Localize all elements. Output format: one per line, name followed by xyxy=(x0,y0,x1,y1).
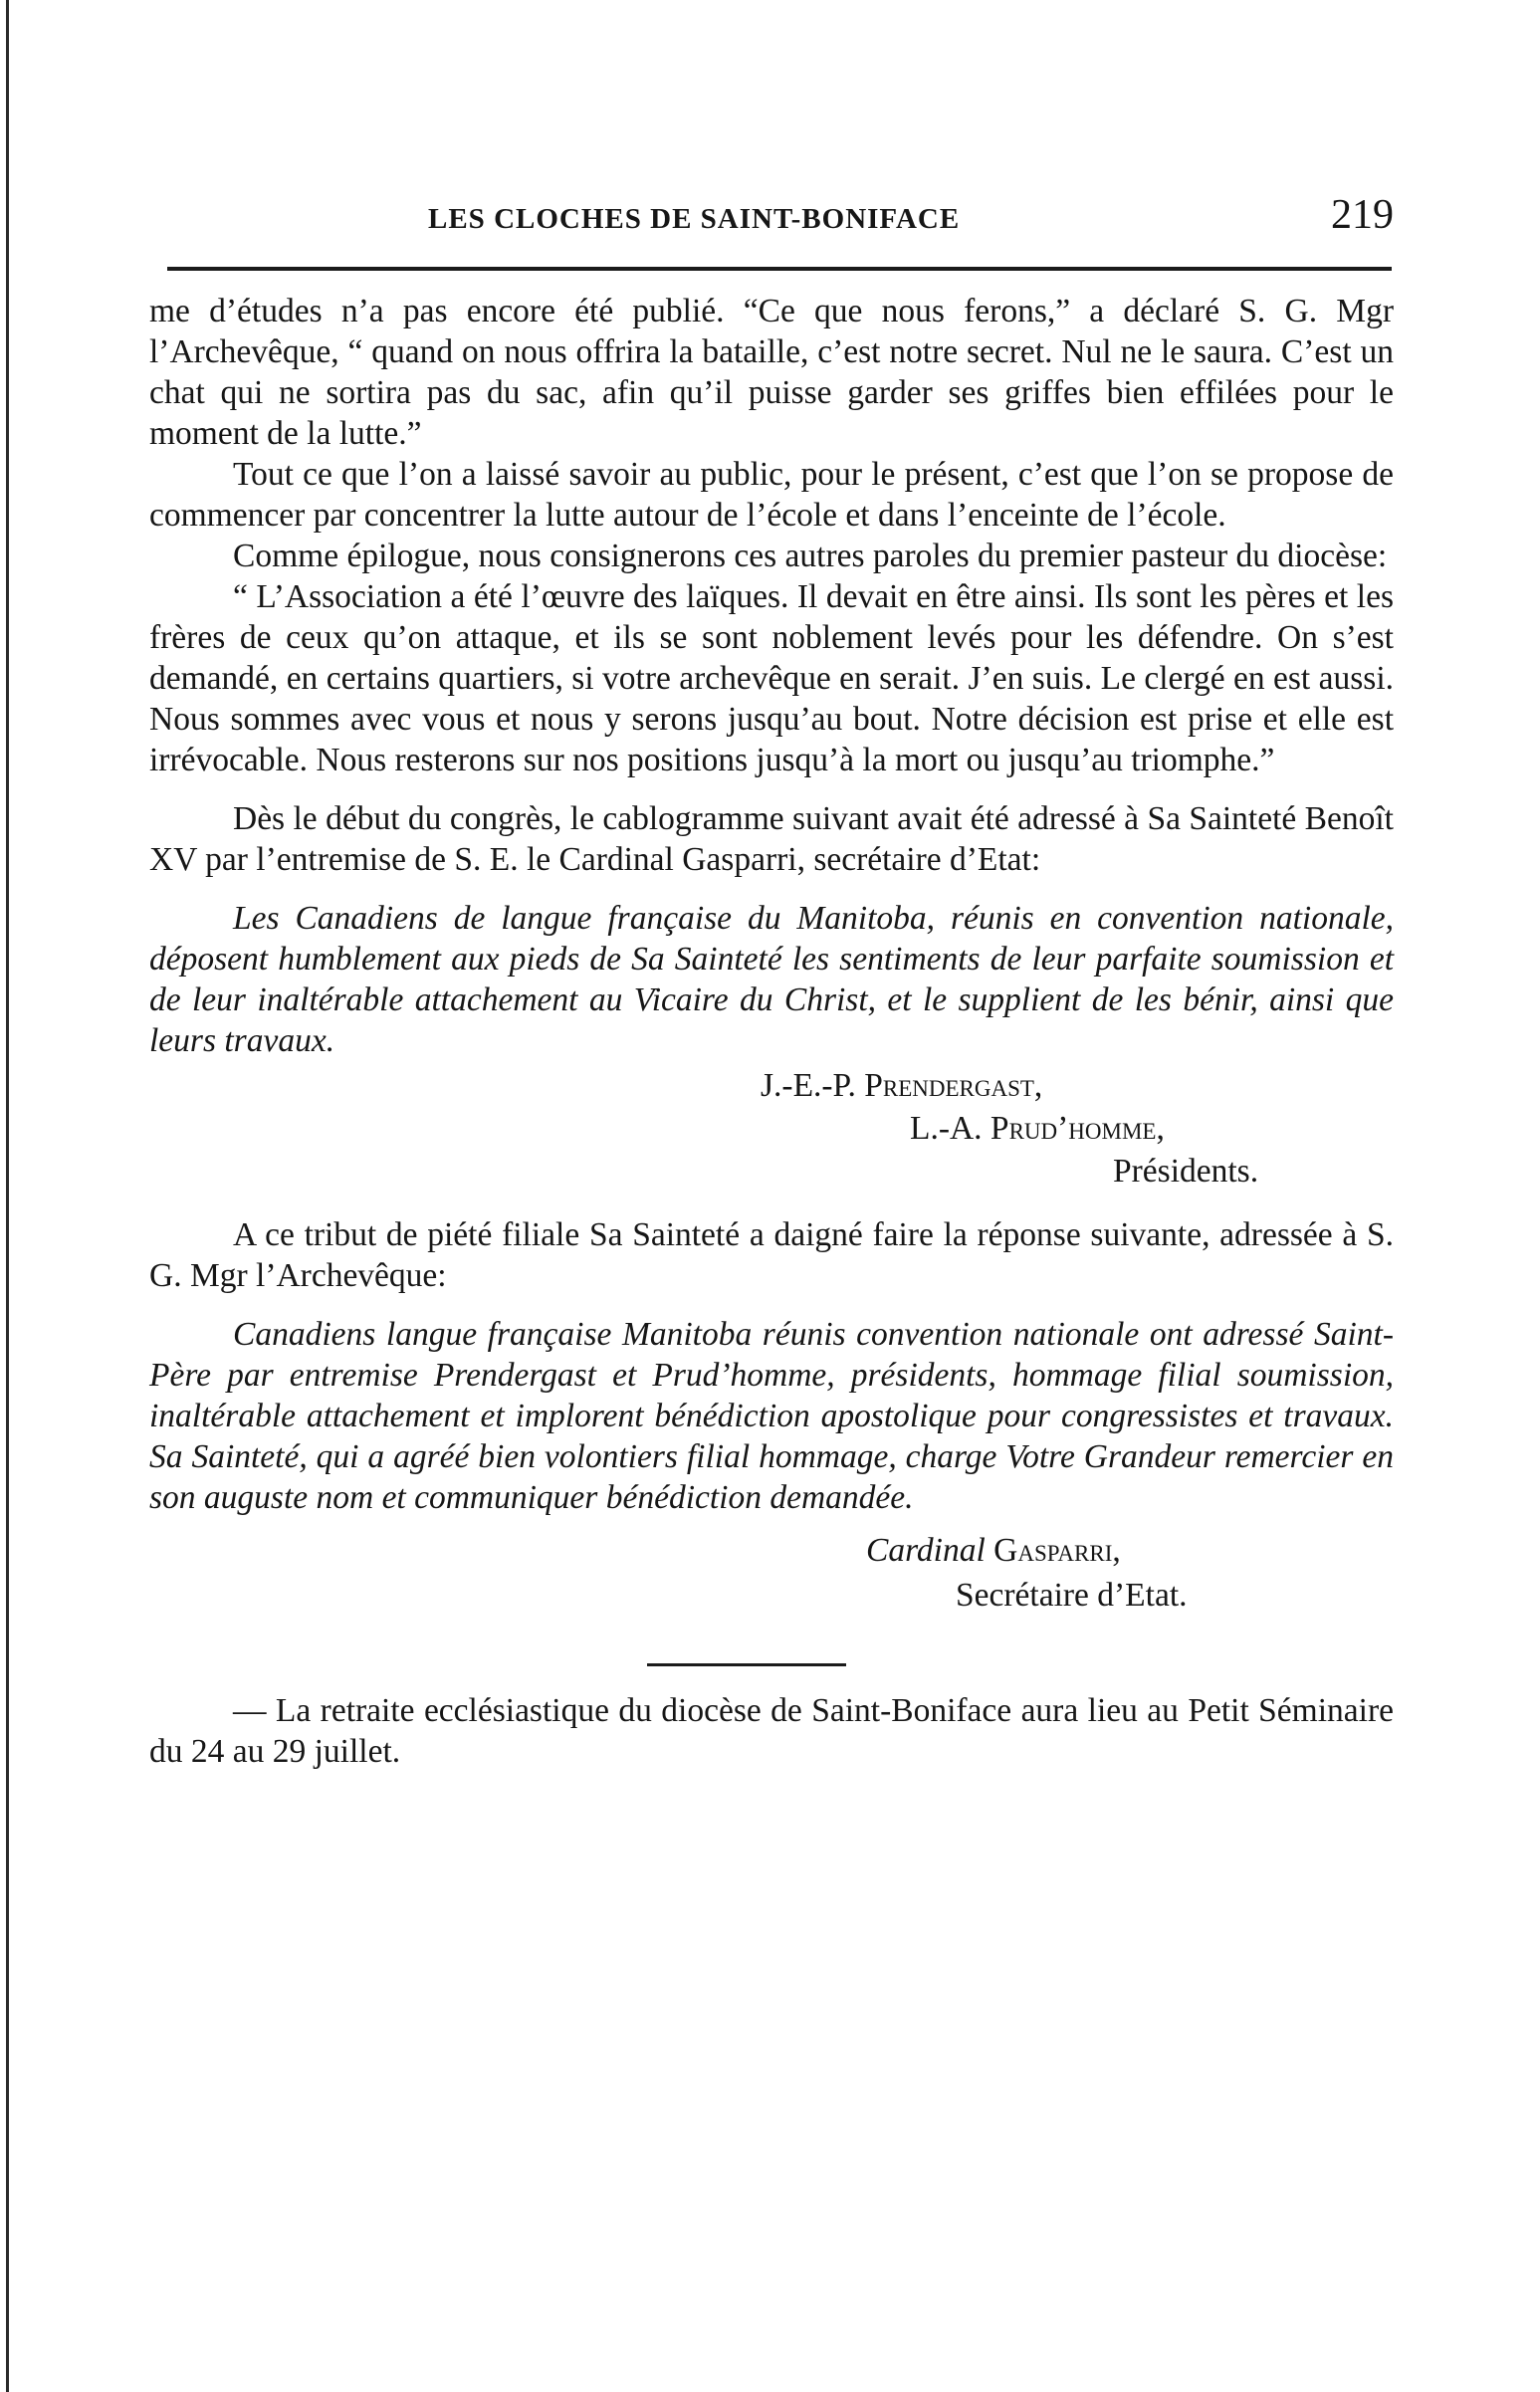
signature-role-secretary: Secrétaire d’Etat. xyxy=(956,1577,1188,1614)
retreat-notice: — La retraite ecclésiastique du diocèse de Saint-Boniface aura lieu au Petit Séminaire du 24 au 29 juillet. xyxy=(149,1692,1394,1770)
signature-cardinal xyxy=(866,1530,1121,1571)
archbishop-quote: “ L’Association a été l’œuvre des laïques. Il devait en être ainsi. Ils sont les pères et les frères de ceux qu’on attaque, et ils se sont noblement levés pour les défendre. On s’est demandé, en certains quartiers, si votre archevêque en serait. J’en suis. Le clergé en est aussi. Nous sommes avec vous et nous y serons jusqu’au bout. Notre décision est prise et elle est irrévocable. Nous resterons sur nos positions jusqu’à la mort ou jusqu’au triomphe.” xyxy=(149,578,1394,778)
paragraph-cablegram-intro: Dès le début du congrès, le cablogramme suivant avait été adressé à Sa Sainteté Benoît XV par l’entremise de S. E. le Cardinal Gasparri, secrétaire d’Etat: xyxy=(149,800,1394,878)
signature-cardinal-name: Gasparri, xyxy=(993,1532,1121,1569)
page-body xyxy=(149,291,1394,1772)
page-header xyxy=(149,191,1394,251)
papal-reply-text: Canadiens langue française Manitoba réunis convention nationale ont adressé Saint-Père par entremise Prendergast et Prud’homme, présidents, hommage filial soumission, inaltérable attachement et implorent bénédiction apostolique pour congressistes et travaux. Sa Sainteté, qui a agréé bien volontiers filial hommage, charge Votre Grandeur remercier en son auguste nom et communiquer bénédiction demandée. xyxy=(149,1316,1394,1516)
signature-cardinal-title: Cardinal xyxy=(866,1532,986,1569)
paragraph-continuation: me d’études n’a pas encore été publié. “Ce que nous ferons,” a déclaré S. G. Mgr l’Archevêque, “ quand on nous offrira la bataille, c’est notre secret. Nul ne le saura. C’est un chat qui ne sortira pas du sac, afin qu’il puisse garder ses griffes bien effilées pour le moment de la lutte.” xyxy=(149,293,1394,452)
cablegram-text: Les Canadiens de langue française du Manitoba, réunis en convention nationale, déposent humblement aux pieds de Sa Sainteté les sentiments de leur parfaite soumission et de leur inaltérable attachement au Vicaire du Christ, et le supplient de les bénir, ainsi que leurs travaux. xyxy=(149,900,1394,1059)
presidents-signature-block xyxy=(149,1065,1394,1214)
paragraph-epilogue-intro: Comme épilogue, nous consignerons ces autres paroles du premier pasteur du diocèse: xyxy=(233,538,1388,574)
section-divider xyxy=(647,1663,846,1666)
header-rule xyxy=(167,267,1392,271)
page-edge-shadow xyxy=(6,0,9,2392)
paragraph-school-struggle: Tout ce que l’on a laissé savoir au public, pour le présent, c’est que l’on se propose de commencer par concentrer la lutte autour de l’école et dans l’enceinte de l’école. xyxy=(149,456,1394,534)
running-title: LES CLOCHES DE SAINT-BONIFACE xyxy=(428,203,961,235)
signature-role-presidents: Présidents. xyxy=(1113,1153,1259,1190)
signature-prendergast: J.-E.-P. Prendergast, xyxy=(761,1067,1043,1104)
page-number: 219 xyxy=(1331,192,1394,238)
paragraph-reply-intro: A ce tribut de piété filiale Sa Sainteté a daigné faire la réponse suivante, adressée à S. G. Mgr l’Archevêque: xyxy=(149,1216,1394,1294)
signature-prudhomme: L.-A. Prud’homme, xyxy=(910,1110,1165,1147)
cardinal-signature-block xyxy=(149,1530,1394,1630)
